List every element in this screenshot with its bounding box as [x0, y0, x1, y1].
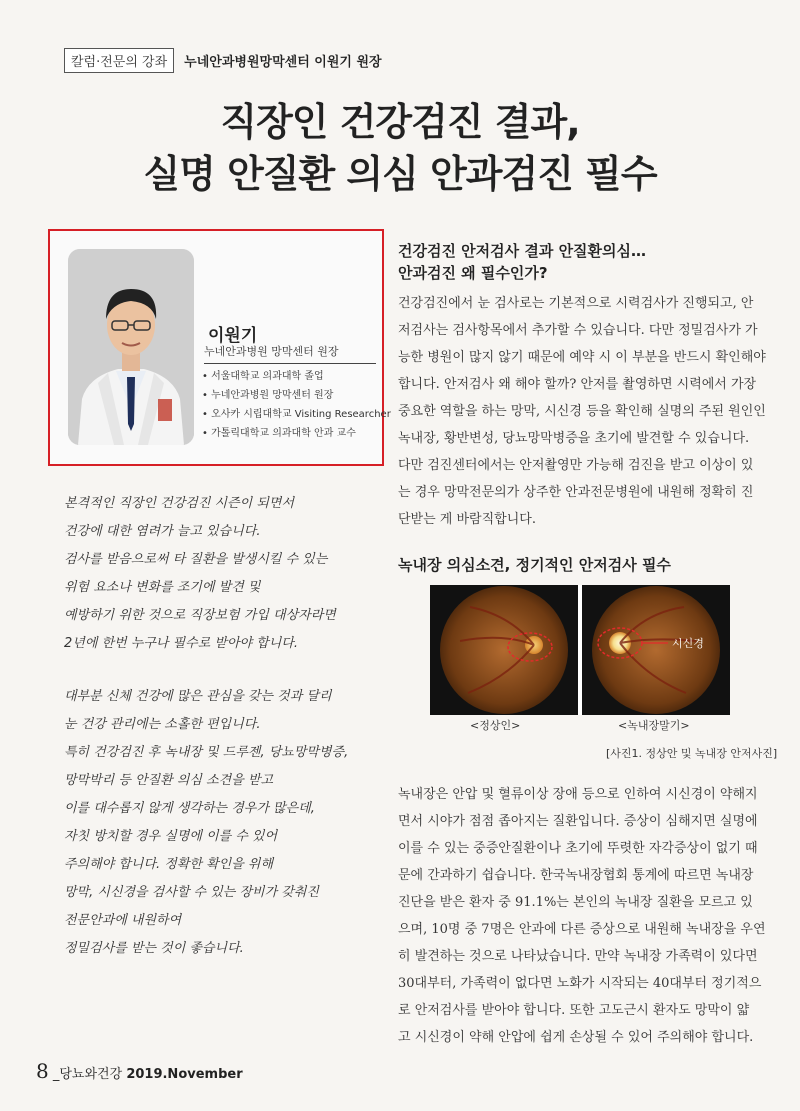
article-title	[0, 96, 800, 200]
portrait-illustration	[68, 249, 194, 445]
figure-caption: [사진1. 정상안 및 녹내장 안저사진]	[606, 747, 778, 760]
fundus-photos	[430, 585, 730, 715]
intro-paragraph-2	[64, 683, 394, 963]
intro-paragraph-1	[64, 490, 394, 658]
body-line: 30대부터, 가족력이 없다면 노화가 시작되는 40대부터 정기적으	[398, 976, 762, 991]
section-1-body	[398, 290, 764, 533]
title-line-1: 직장인 건강검진 결과,	[220, 100, 580, 144]
body-line: 능한 병원이 많지 않기 때문에 예약 시 이 부분을 반드시 확인해야	[398, 350, 766, 365]
intro-line: 검사를 받음으로써 타 질환을 발생시킬 수 있는	[64, 552, 328, 567]
body-line: 고 시신경이 약해 안압에 쉽게 손상될 수 있어 주의해야 합니다.	[398, 1030, 754, 1045]
intro-line: 2년에 한번 누구나 필수로 받아야 합니다.	[64, 636, 298, 651]
intro-line: 특히 건강검진 후 녹내장 및 드루젠, 당뇨망막병증,	[64, 745, 349, 760]
intro-line: 예방하기 위한 것으로 직장보험 가입 대상자라면	[64, 608, 336, 623]
issue-date: 2019.November	[126, 1067, 243, 1082]
author-portrait	[68, 249, 194, 445]
intro-line: 정밀검사를 받는 것이 좋습니다.	[64, 941, 244, 956]
credential-item: • 누네안과병원 망막센터 원장	[202, 386, 391, 405]
glaucoma-eye-label: <녹내장말기>	[618, 719, 690, 732]
body-line: 합니다. 안저검사 왜 해야 할까? 안저를 촬영하면 시력에서 가장	[398, 377, 757, 392]
author-name: 이원기	[208, 326, 258, 346]
intro-line: 대부분 신체 건강에 많은 관심을 갖는 것과 달리	[64, 689, 332, 704]
body-line: 으며, 10명 중 7명은 안과에 다른 증상으로 내원해 녹내장을 우연	[398, 922, 766, 937]
intro-line: 이를 대수롭지 않게 생각하는 경우가 많은데,	[64, 801, 315, 816]
body-line: 는 경우 망막전문의가 상주한 안과전문병원에 내원해 정확히 진	[398, 485, 754, 500]
normal-eye-label: <정상인>	[470, 719, 521, 732]
intro-line: 건강에 대한 염려가 늘고 있습니다.	[64, 524, 261, 539]
body-line: 녹내장, 황반변성, 당뇨망막병증을 초기에 발견할 수 있습니다.	[398, 431, 750, 446]
intro-line: 눈 건강 관리에는 소홀한 편입니다.	[64, 717, 261, 732]
column-header	[64, 48, 382, 73]
optic-nerve-label: 시신경	[672, 637, 704, 650]
body-line: 다만 검진센터에서는 안저촬영만 가능해 검진을 받고 이상이 있	[398, 458, 754, 473]
body-line: 로 안저검사를 받아야 합니다. 또한 고도근시 환자도 망막이 얇	[398, 1003, 750, 1018]
body-line: 건강검진에서 눈 검사로는 기본적으로 시력검사가 진행되고, 안	[398, 296, 754, 311]
author-byline: 누네안과병원망막센터 이원기 원장	[184, 55, 382, 70]
section-1-heading-line-1: 건강검진 안저검사 결과 안질환의심…	[398, 242, 647, 260]
body-line: 단받는 게 바람직합니다.	[398, 512, 536, 527]
intro-line: 망막박리 등 안질환 의심 소견을 받고	[64, 773, 274, 788]
page-footer	[36, 1059, 243, 1083]
author-profile-box	[48, 229, 391, 466]
body-line: 면서 시야가 점점 좁아지는 질환입니다. 증상이 심해지면 실명에	[398, 814, 758, 829]
author-position: 누네안과병원 망막센터 원장	[204, 343, 376, 364]
body-line: 히 발견하는 것으로 나타났습니다. 만약 녹내장 가족력이 있다면	[398, 949, 758, 964]
page-number: 8	[36, 1059, 49, 1083]
magazine-name: _당뇨와건강	[52, 1067, 123, 1082]
body-line: 문에 간과하기 쉽습니다. 한국녹내장협회 통계에 따르면 녹내장	[398, 868, 754, 883]
column-category-tag: 칼럼·전문의 강좌	[64, 48, 174, 73]
credential-item: • 서울대학교 의과대학 졸업	[202, 367, 391, 386]
intro-line: 본격적인 직장인 건강검진 시즌이 되면서	[64, 496, 295, 511]
body-line: 중요한 역할을 하는 망막, 시신경 등을 확인해 실명의 주된 원인인	[398, 404, 766, 419]
credential-item: • 가톨릭대학교 의과대학 안과 교수	[202, 424, 391, 443]
section-1-heading-line-2: 안과검진 왜 필수인가?	[398, 264, 548, 282]
body-line: 저검사는 검사항목에서 추가할 수 있습니다. 다만 정밀검사가 가	[398, 323, 758, 338]
section-2-heading: 녹내장 의심소견, 정기적인 안저검사 필수	[398, 556, 671, 574]
intro-line: 전문안과에 내원하여	[64, 913, 182, 928]
intro-line: 자칫 방치할 경우 실명에 이를 수 있어	[64, 829, 278, 844]
body-line: 녹내장은 안압 및 혈류이상 장애 등으로 인하여 시신경이 약해지	[398, 787, 758, 802]
body-line: 진단을 받은 환자 중 91.1%는 본인의 녹내장 질환을 모르고 있	[398, 895, 753, 910]
intro-line: 망막, 시신경을 검사할 수 있는 장비가 갖춰진	[64, 885, 319, 900]
intro-line: 주의해야 합니다. 정확한 확인을 위해	[64, 857, 274, 872]
body-line: 이를 수 있는 중증안질환이나 초기에 뚜렷한 자각증상이 없기 때	[398, 841, 758, 856]
author-credentials	[202, 367, 391, 443]
credential-item: • 오사카 시립대학교 Visiting Researcher	[202, 405, 391, 424]
title-line-2: 실명 안질환 의심 안과검진 필수	[143, 152, 657, 196]
intro-line: 위험 요소나 변화를 조기에 발견 및	[64, 580, 261, 595]
section-1-heading	[398, 240, 646, 284]
section-2-body	[398, 781, 764, 1051]
